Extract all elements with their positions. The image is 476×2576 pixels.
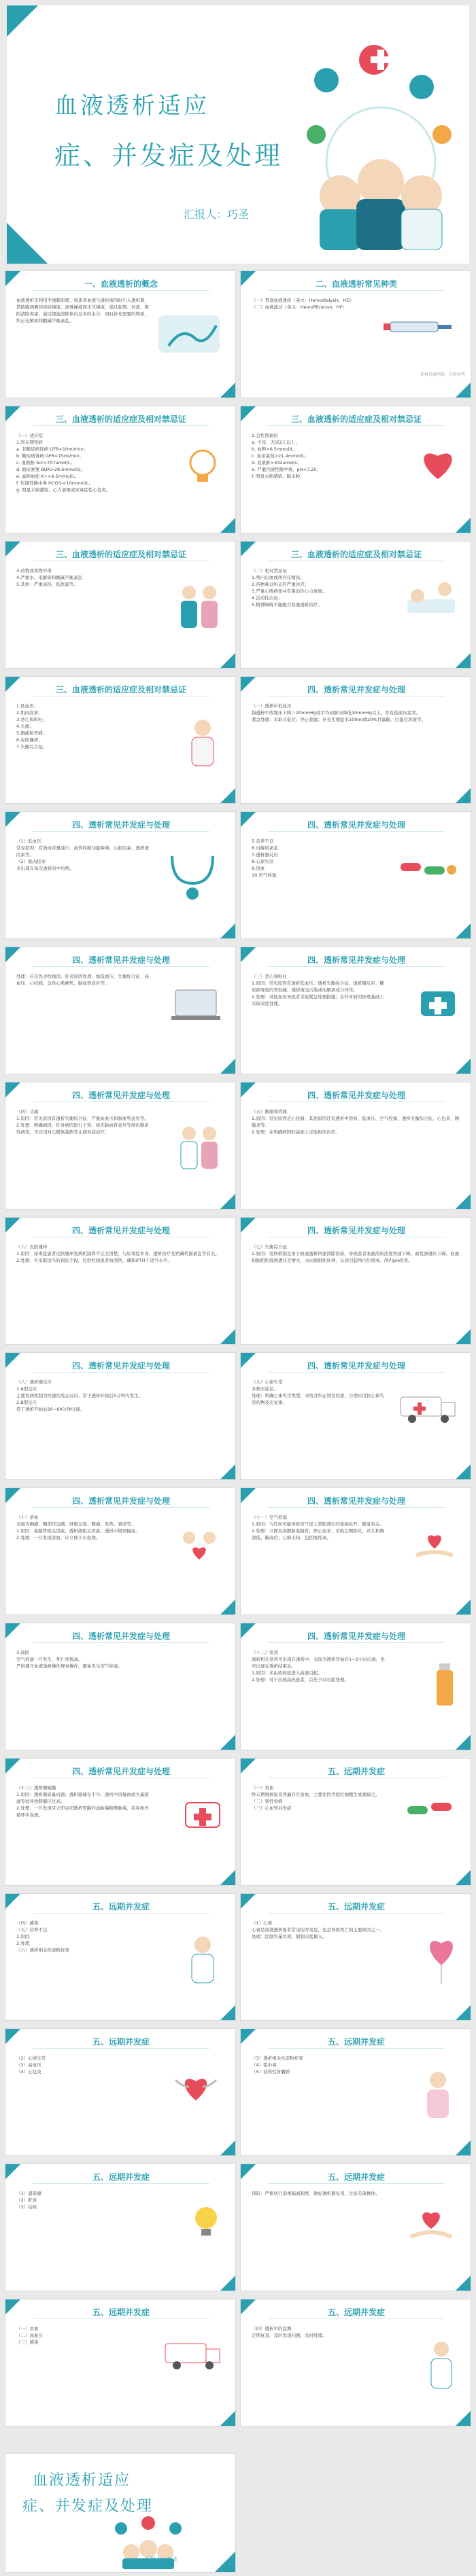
slide-title-divider <box>268 2048 445 2049</box>
slide-title: 二、血液透析常见种类 <box>315 279 397 289</box>
syringe-icon <box>384 308 458 352</box>
slide-body-text: （一）透析中低血压 指透析中收缩压下降＞20mmHg或平均动脉压降低10mmHg以上，并有低血压症状。 紧急处理：采取头低位；停止超滤；补充生理盐水100ml或20%甘露醇、白蛋白溶液等。 <box>252 703 426 722</box>
patient-icon <box>404 579 458 622</box>
slide-corner-bottom-right <box>220 1329 235 1344</box>
slide-title: 四、透析常见并发症与处理 <box>307 1631 405 1641</box>
slide-title-divider <box>33 1507 209 1508</box>
slide-title: 五、远期并发症 <box>92 2172 150 2182</box>
slide-body-text: 处理：应首先寻找诱因，针对原因处理，如低血压、失衡综合征、高血压、心绞痛、急性心肌梗死、脑血管意外等。 <box>16 974 149 986</box>
slide-card <box>240 2299 471 2427</box>
slide-corner-bottom-right <box>220 1870 235 1885</box>
slide-body-text: （1）感染源 （2）肝炎 （3）结核 <box>16 2191 41 2210</box>
slide-title: 四、透析常见并发症与处理 <box>307 955 405 965</box>
hands-heart-icon <box>404 2202 458 2245</box>
firstaid-icon <box>182 1796 223 1833</box>
slide-title: 五、远期并发症 <box>327 1767 385 1776</box>
nurse2-icon <box>182 1931 223 1988</box>
slide-corner-bottom-right <box>220 1059 235 1074</box>
medkit-icon <box>418 985 458 1021</box>
slide-body-text: （四）透析中的监测 定期复查，及时发现问题，及时处理。 <box>252 2326 327 2338</box>
slide-body-text: （2）心律失常 （3）高血压 （4）心包炎 <box>16 2055 46 2075</box>
slide-title: 四、透析常见并发症与处理 <box>307 685 405 694</box>
slide-corner-bottom-right <box>456 1600 471 1615</box>
slide-card <box>240 1217 471 1345</box>
slide-title-divider <box>33 1372 209 1373</box>
slide-body-text: （3）透析相关性淀粉样变 （4）铝中毒 （5）获得性肾囊肿 <box>252 2055 303 2075</box>
slide-card <box>5 2299 236 2427</box>
slide-title: 四、透析常见并发症与处理 <box>71 1767 170 1776</box>
stethoscope-icon <box>162 849 223 906</box>
slide-title: 四、透析常见并发症与处理 <box>71 1091 170 1100</box>
slide-corner-bottom-right <box>456 1464 471 1479</box>
slide-corner-bottom-right <box>220 1735 235 1750</box>
nurse-icon <box>182 714 223 771</box>
slide-title: 四、透析常见并发症与处理 <box>71 955 170 965</box>
slide-card <box>5 2164 236 2291</box>
slide-body-text: （一）普通血液透析（英文：Hemodialysis，HD） （二）血液滤过（英文：Hemofiltration，HF） <box>252 298 354 310</box>
slide-body-text: 预防：严格执行消毒隔离制度，做好透析器复用，注意无菌操作。 <box>252 2191 380 2196</box>
slide-corner-bottom-right <box>220 1464 235 1479</box>
slide-card <box>5 811 236 939</box>
slide-corner-bottom-right <box>456 2276 471 2291</box>
slide-card <box>240 2028 471 2156</box>
slide-card <box>240 1082 471 1210</box>
slide-title: 三、血液透析的适应症及相对禁忌证 <box>55 414 186 424</box>
slide-corner-bottom-right <box>456 2005 471 2020</box>
slide-corner-bottom-right <box>220 2140 235 2155</box>
slide-source-note: 素材来源网络，仅供参考 <box>420 372 465 377</box>
slide-card <box>240 270 471 398</box>
slide-corner-bottom-right <box>220 1600 235 1615</box>
end-title-line2: 症、并发症及处理 <box>22 2498 154 2515</box>
slide-card <box>5 676 236 804</box>
pills-icon <box>397 849 458 886</box>
cover-reporter: 汇报人：巧圣 <box>184 208 250 221</box>
slide-body-text: 2.急性肾损伤 a. 少尿、无尿2天以上； b. 血钾>6.5mmol/L； c. 血尿素氮>21.4mmol/L； d. 血肌酐>442umol/L； e. 严重代谢性酸中毒，pH<7.25； f. 明显水钠潴留、肺水肿。 <box>252 433 322 479</box>
slide-body-text: （八）透析器反应 1.A型反应 主要发病机制为快速的变态反应，常于透析开始后5分钟内发生。 2.B型反应 常于透析开始后20~60分钟出现。 <box>16 1379 143 1412</box>
slide-title: 四、透析常见并发症与处理 <box>71 1361 170 1371</box>
slide-card <box>5 1623 236 1750</box>
slide-card <box>5 1893 236 2021</box>
cover-corner-bottom <box>7 223 48 264</box>
slide-title: 五、远期并发症 <box>327 2308 385 2317</box>
heart-icon <box>418 444 458 484</box>
slide-body-text: （三）恶心和呕吐 1.原因：常见原因有透析低血压、透析失衡综合征、透析器反应、糖尿病导致的胃轻瘫、透析液受污染或电解质成分异常。 2.处理：对低血压导致者采取紧急处理措施；在针对病因处理基础上采取对症处理。 <box>252 974 384 1006</box>
slide-title-divider <box>268 1372 445 1373</box>
end-corner <box>215 2552 235 2572</box>
slide-card <box>5 1758 236 1886</box>
slide-corner-bottom-right <box>456 2140 471 2155</box>
slide-corner-bottom-right <box>456 1870 471 1885</box>
slide-card <box>5 1487 236 1615</box>
slide-card <box>5 2028 236 2156</box>
slide-body-text: （一）贫血 终末期肾病患者普遍存在贫血，主要原因为促红细胞生成素缺乏。 （二）肾性骨病 （三）心血管并发症 <box>252 1785 380 1811</box>
slide-body-text: （十一）空气栓塞 1.原因：与任何可能导致空气进入管腔部位的连接松开、脱落有关。 2.处理：立即夹闭静脉血路管，停止血泵；采取左侧卧位，并头和胸部低、脚高位；心肺支持，包括吸纯氧。 <box>252 1515 384 1540</box>
slide-body-text: （十三）透析器破膜 1.原因：透析器质量问题；透析器储存不当；透析中因凝血或大量超滤等而导致跨膜压过高。 2.处理：一旦发现应立即夹闭透析管路的动脉端和静脉端，丢弃体外循环中血液。 <box>16 1785 149 1818</box>
end-title-line1: 血液透析适应 <box>33 2472 131 2489</box>
slide-body-text: （四）头痛 1.原因：常见原因有透析失衡综合征、严重高血压和脑血管意外等。 2.处理：明确病因，针对病因进行干预；如无脑血管意外等颅内器质性病变，可应用对乙酰氨基酚等止痛对症治疗。 <box>16 1109 149 1135</box>
slide-title: 四、透析常见并发症与处理 <box>307 1361 405 1371</box>
family-icon <box>175 1525 223 1569</box>
hands-icon <box>155 308 223 359</box>
bulb-icon <box>182 444 223 494</box>
slide-corner-bottom-right <box>456 2411 471 2426</box>
slide-corner-bottom-right <box>220 2276 235 2291</box>
slide-corner-bottom-right <box>456 923 471 938</box>
slide-corner-bottom-right <box>220 383 235 398</box>
slide-card <box>5 270 236 398</box>
slide-title-divider <box>268 966 445 967</box>
slide-title-divider <box>33 831 209 832</box>
slide-body-text: 3.药物或毒物中毒 4.严重水、电解质和酸碱平衡紊乱 5.其他：严重高热、低体温等。 <box>16 568 83 587</box>
slide-title: 三、血液透析的适应症及相对禁忌证 <box>290 414 422 424</box>
slide-card <box>240 2164 471 2291</box>
slide-body-text: （五）胸痛和背痛 1.原因：常见原因是心绞痛，其他原因还有透析中溶血、低血压、空气栓塞、透析失衡综合征、心包炎、胸膜炎等。 2.处理：在明确病因的基础上采取相应治疗。 <box>252 1109 460 1135</box>
slide-card <box>5 1352 236 1480</box>
slide-title-divider <box>33 2048 209 2049</box>
cover-slide <box>7 5 469 264</box>
slide-body-text: （一）适应症 1.终末期肾病 a. 非糖尿病肾病 GFR<10ml/min； b. 糖尿病肾病 GFR<15ml/min； c. 血肌酐 Scr>707umol/L； d. 血尿素氮 BUN>28.6mmol/L； e. 高钾血症 K+>6.5mmol/L； f. 代谢性酸中毒 HCO3-<10mmol/L； g. 明显水钠潴留、心力衰竭或尿毒症性心包炎。 <box>16 433 111 493</box>
slide-title-divider <box>268 425 445 426</box>
slide-title: 五、远期并发症 <box>327 2172 385 2182</box>
laptop-icon <box>169 985 223 1028</box>
slide-corner-bottom-right <box>456 1194 471 1209</box>
slide-title: 五、远期并发症 <box>92 1902 150 1911</box>
ambulance2-icon <box>162 2337 223 2374</box>
slide-body-text: 5.营养不良 6.电解质紊乱 7.透析器反应 8.心律失常 9.溶血 10.空气栓塞 <box>252 839 278 878</box>
ambulance-icon <box>397 1390 458 1427</box>
slide-title: 五、远期并发症 <box>327 2037 385 2047</box>
slide-title-divider <box>33 1642 209 1643</box>
slide-body-text: （六）皮肤瘙痒 1.原因：尿毒症患者皮肤瘙痒发病机制尚不完全清楚，与尿毒症本身、透析治疗及钙磷代谢紊乱等有关。 2.处理：可采取适当的预防手段，包括控制患者血清钙、磷和iPTH于适当水平。 <box>16 1244 220 1263</box>
slide-title: 一、血液透析的概念 <box>84 279 158 289</box>
slide-card <box>240 541 471 669</box>
slide-title: 三、血液透析的适应症及相对禁忌证 <box>55 550 186 559</box>
slide-title: 四、透析常见并发症与处理 <box>71 1226 170 1235</box>
slide-body-text: （1）心衰 心衰是血液透析患者常见的并发症，也是导致死亡的主要原因之一。 处理：控制容量负荷，限制水盐摄入。 <box>252 1920 384 1939</box>
slide-corner-bottom-right <box>220 2005 235 2020</box>
balloon-icon <box>424 1931 458 1988</box>
slide-body-text: （七）失衡综合征 1.原因：发病机制是由于血液透析快速清除溶质，导致患者血液溶质浓度快速下降，血浆渗透压下降，血液和脑组织液渗透压差增大，水向脑组织转移，从而引起颅内压增高、颅内pH改变。 <box>252 1244 460 1263</box>
slide-title: 四、透析常见并发症与处理 <box>307 1496 405 1506</box>
slide-corner-bottom-right <box>220 653 235 668</box>
slide-card <box>240 676 471 804</box>
slide-title-divider <box>33 2318 209 2319</box>
slide-title: 五、远期并发症 <box>92 2308 150 2317</box>
slide-corner-bottom-right <box>456 1329 471 1344</box>
cover-title-line2: 症、并发症及处理 <box>54 141 284 171</box>
slide-title-divider <box>268 831 445 832</box>
slide-card <box>240 1893 471 2021</box>
slide-body-text: 3.预防 空气栓塞一旦发生，死亡率极高。 严格遵守血液透析操作规章操作，避免发生空气栓塞。 <box>16 1650 122 1669</box>
slide-title-divider <box>268 290 445 291</box>
slide-corner-bottom-right <box>456 788 471 803</box>
slide-title-divider <box>33 966 209 967</box>
heart-wing-icon <box>169 2066 223 2110</box>
slide-card <box>240 811 471 939</box>
slide-card <box>240 1623 471 1750</box>
slide-corner-bottom-right <box>220 2411 235 2426</box>
slide-title: 四、透析常见并发症与处理 <box>71 1631 170 1641</box>
slide-body-text: （1）低血压 常见原因：有效血容量减少、血管收缩功能障碍、心脏因素、透析液因素等。 （2）肌肉痉挛 多出现在每次透析的中后期。 <box>16 839 149 871</box>
slide-corner-bottom-right <box>220 518 235 533</box>
slide-title: 四、透析常见并发症与处理 <box>307 1226 405 1235</box>
slide-card <box>240 1352 471 1480</box>
slide-corner-bottom-right <box>456 383 471 398</box>
slide-body-text: （一）贫血 （二）高血压 （三）感染 <box>16 2326 43 2345</box>
slide-title: 四、透析常见并发症与处理 <box>307 820 405 830</box>
slide-card <box>5 1217 236 1345</box>
slide-body-text: （四）感染 （五）营养不良 1.原因 2.处理 （六）透析相关性淀粉样变 <box>16 1920 69 1953</box>
slide-title: 四、透析常见并发症与处理 <box>307 1091 405 1100</box>
slide-corner-bottom-right <box>456 653 471 668</box>
pills2-icon <box>404 1796 458 1826</box>
slide-title-divider <box>268 2183 445 2184</box>
slide-body-text: 血液透析是利用半透膜原理，将患者血液与透析液同时引入透析器，借助膜两侧的溶质梯度、渗透梯度和水压梯度，通过弥散、对流、吸附清除毒素，通过超滤清除体内过多的水分，同时补充需要的物质，纠正电解质和酸碱平衡紊乱。 <box>16 298 149 323</box>
slide-title-divider <box>268 2318 445 2319</box>
slide-title: 三、血液透析的适应症及相对禁忌证 <box>290 550 422 559</box>
slide-title-divider <box>268 1642 445 1643</box>
bottle-icon <box>431 1661 458 1711</box>
slide-card <box>5 406 236 533</box>
slide-title-divider <box>268 1507 445 1508</box>
lightbulb2-icon <box>189 2202 223 2245</box>
cover-corner-top <box>7 5 38 37</box>
doctor-pair-icon <box>175 1120 223 1177</box>
slide-body-text: （十）溶血 表现为胸痛、胸部压迫感、呼吸急促、腹痛、发热、畏寒等。 1.原因：血路管相关因素、透析液相关因素、透析中错误输血。 2.处理：一旦发现溶血，应立即予以处理。 <box>16 1515 140 1540</box>
slide-card <box>240 947 471 1074</box>
slide-title: 四、透析常见并发症与处理 <box>71 1496 170 1506</box>
slide-body-text: （十二）发热 透析相关发热可出现在透析中，表现为透析开始后1~2小时出现；也可出现在透析结束后。 1.原因：多由致热原进入血液引起。 2.处理：对于出现高热患者，首先予以对症处理。 <box>252 1650 385 1682</box>
slide-card <box>240 406 471 533</box>
slide-title-divider <box>33 290 209 291</box>
nurse3-icon <box>418 2066 458 2123</box>
slide-card <box>5 947 236 1074</box>
slide-body-text: 1.低血压； 2.肌肉痉挛； 3.恶心和呕吐； 4.头痛； 5.胸痛和背痛； 6.皮肤瘙痒； 7.失衡综合征。 <box>16 703 48 749</box>
medical-team-illustration <box>299 26 462 250</box>
heart-hand-icon <box>411 1525 458 1562</box>
slide-title-divider <box>33 2183 209 2184</box>
slide-card <box>5 1082 236 1210</box>
slide-card <box>240 1487 471 1615</box>
slide-corner-bottom-right <box>456 1735 471 1750</box>
end-reporter: 汇报人：巧圣 <box>145 2556 177 2562</box>
slide-title: 四、透析常见并发症与处理 <box>71 820 170 830</box>
slide-corner-bottom-right <box>220 1194 235 1209</box>
slide-title-divider <box>33 1101 209 1102</box>
slide-corner-bottom-right <box>220 788 235 803</box>
slide-title-divider <box>33 425 209 426</box>
slide-corner-bottom-right <box>220 923 235 938</box>
end-slide <box>5 2453 236 2573</box>
doctor3-icon <box>424 2337 458 2394</box>
slide-title: 五、远期并发症 <box>92 2037 150 2047</box>
slide-title-divider <box>268 1101 445 1102</box>
slide-title: 三、血液透析的适应症及相对禁忌证 <box>55 685 186 694</box>
slide-corner-bottom-right <box>456 1059 471 1074</box>
doctors-icon <box>175 579 223 636</box>
cover-title-line1: 血液透析适应 <box>54 92 209 120</box>
slide-corner-bottom-right <box>456 518 471 533</box>
slide-body-text: （二）相对禁忌证 1.颅内出血或颅内压增高； 2.药物难以纠正的严重休克； 3.严重心肌病变并有难治性心力衰竭； 4.活动性出血； 5.精神障碍不能配合血液透析治疗。 <box>252 568 327 607</box>
slide-body-text: （九）心律失常 多数无症状。 处理：明确心律失常类型，寻找并纠正诱发因素，合理应用抗心律失常药物及电复律。 <box>252 1379 384 1405</box>
slide-card <box>240 1758 471 1886</box>
slide-title: 五、远期并发症 <box>327 1902 385 1911</box>
slide-card <box>5 541 236 669</box>
